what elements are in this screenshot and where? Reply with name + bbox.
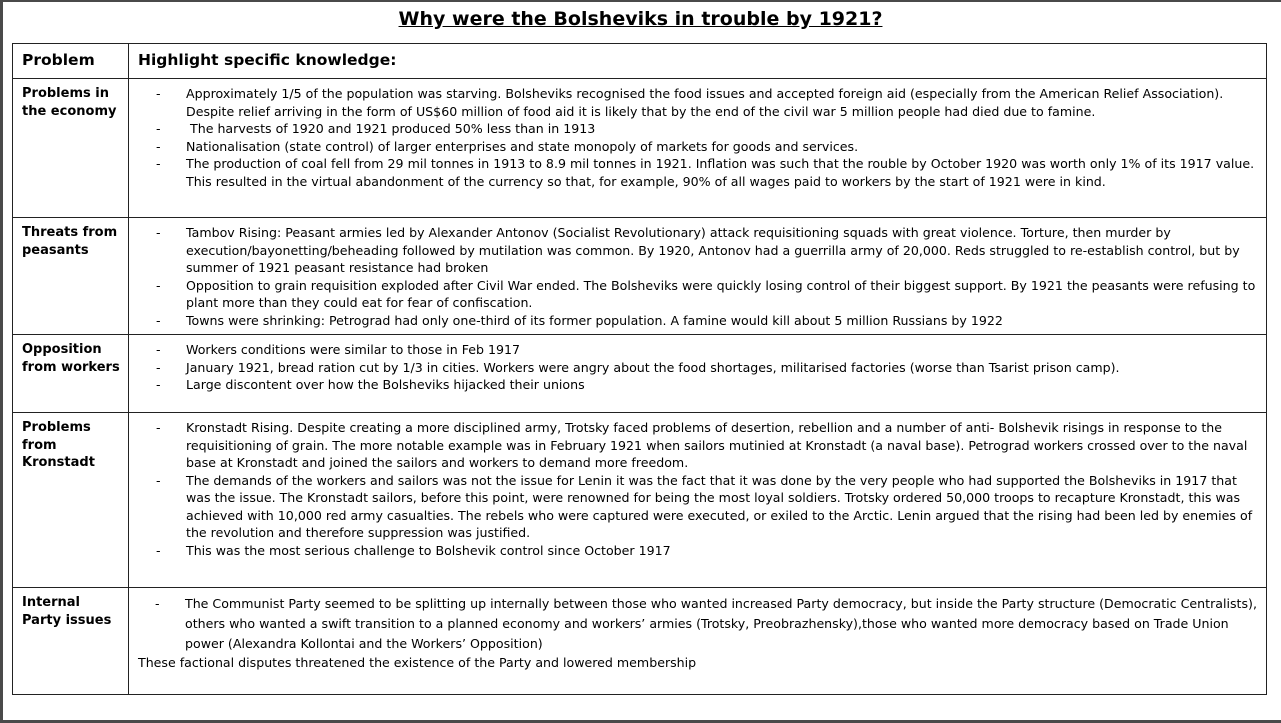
list-item: - January 1921, bread ration cut by 1/3 in cities. Workers were angry about the food shortages, militarised factories (worse than Tsarist prison camp). [139, 359, 1260, 377]
list-item: - Kronstadt Rising. Despite creating a more disciplined army, Trotsky faced problems of desertion, rebellion and a number of anti- Bolshevik risings in response to the requisitioning of grain. The more notable example was in February 1921 when sailors mutinied at Kronstadt (a naval base). Petrograd workers crossed over to the naval base at Kronstadt and joined the sailors and workers to demand more freedom. [139, 419, 1260, 472]
table-row-kronstadt [13, 413, 1267, 588]
list-item: - The Communist Party seemed to be splitting up internally between those who wanted increased Party democracy, but inside the Party structure (Democratic Centralists), others who wanted a swift transition to a planned economy and workers’ armies (Trotsky, Preobrazhensky),those who wanted more democracy based on Trade Union power (Alexandra Kollontai and the Workers’ Opposition) [138, 594, 1260, 654]
list-item: - Tambov Rising: Peasant armies led by Alexander Antonov (Socialist Revolutionary) attack requisitioning squads with great violence. Torture, then murder by execution/bayonetting/beheading followed by mutilation was common. By 1920, Antonov had a guerrilla army of 20,000. Reds struggled to re-establish control, but by summer of 1921 peasant resistance had broken [139, 224, 1260, 277]
list-item: - Nationalisation (state control) of larger enterprises and state monopoly of markets for goods and services. [139, 138, 1260, 156]
row-content [129, 413, 1267, 588]
header-problem: Problem [13, 44, 129, 79]
list-item: - The harvests of 1920 and 1921 produced 50% less than in 1913 [139, 120, 1260, 138]
list-item: - Large discontent over how the Bolsheviks hijacked their unions [139, 376, 1260, 394]
row-label: Threats from peasants [13, 218, 129, 335]
table-row-peasants [13, 218, 1267, 335]
list-item: - Approximately 1/5 of the population was starving. Bolsheviks recognised the food issues and accepted foreign aid (especially from the American Relief Association). Despite relief arriving in the form of US$60 million of food aid it is likely that by the end of the civil war 5 million people had died due to famine. [139, 85, 1260, 120]
row-content [129, 79, 1267, 218]
row-label: Problems from Kronstadt [13, 413, 129, 588]
table-row-economy [13, 79, 1267, 218]
problems-table [12, 43, 1267, 695]
bullet-list [139, 419, 1260, 559]
bullet-list [139, 224, 1260, 329]
list-item: - Towns were shrinking: Petrograd had only one-third of its former population. A famine would kill about 5 million Russians by 1922 [139, 312, 1260, 330]
row-label: Opposition from workers [13, 335, 129, 413]
row-content [129, 588, 1267, 695]
bullet-list [139, 341, 1260, 394]
table-row-workers [13, 335, 1267, 413]
bullet-list [138, 594, 1260, 654]
row-content [129, 335, 1267, 413]
summary-text: These factional disputes threatened the existence of the Party and lowered membership [138, 655, 697, 670]
list-item: - The production of coal fell from 29 mil tonnes in 1913 to 8.9 mil tonnes in 1921. Inflation was such that the rouble by October 1920 was worth only 1% of its 1917 value. This resulted in the virtual abandonment of the currency so that, for example, 90% of all wages paid to workers by the start of 1921 were in kind. [139, 155, 1260, 190]
document-title: Why were the Bolsheviks in trouble by 1921? [398, 8, 883, 30]
list-item: - The demands of the workers and sailors was not the issue for Lenin it was the fact that it was done by the very people who had supported the Bolsheviks in 1917 that was the issue. The Kronstadt sailors, before this point, were renowned for being the most loyal soldiers. Trotsky ordered 50,000 troops to recapture Kronstadt, this was achieved with 10,000 red army casualties. The rebels who were captured were executed, or exiled to the Arctic. Lenin argued that the rising had been led by enemies of the revolution and therefore suppression was justified. [139, 472, 1260, 542]
header-knowledge: Highlight specific knowledge: [129, 44, 1267, 79]
page-frame-left [0, 0, 3, 723]
row-label: Internal Party issues [13, 588, 129, 695]
list-item: - Opposition to grain requisition exploded after Civil War ended. The Bolsheviks were quickly losing control of their biggest support. By 1921 the peasants were refusing to plant more than they could eat for fear of confiscation. [139, 277, 1260, 312]
page-frame-top [0, 0, 1281, 2]
list-item: - This was the most serious challenge to Bolshevik control since October 1917 [139, 542, 1260, 560]
row-content [129, 218, 1267, 335]
table-row-internal-party [13, 588, 1267, 695]
bullet-list [139, 85, 1260, 190]
list-item: - Workers conditions were similar to those in Feb 1917 [139, 341, 1260, 359]
table-header-row [13, 44, 1267, 79]
row-label: Problems in the economy [13, 79, 129, 218]
